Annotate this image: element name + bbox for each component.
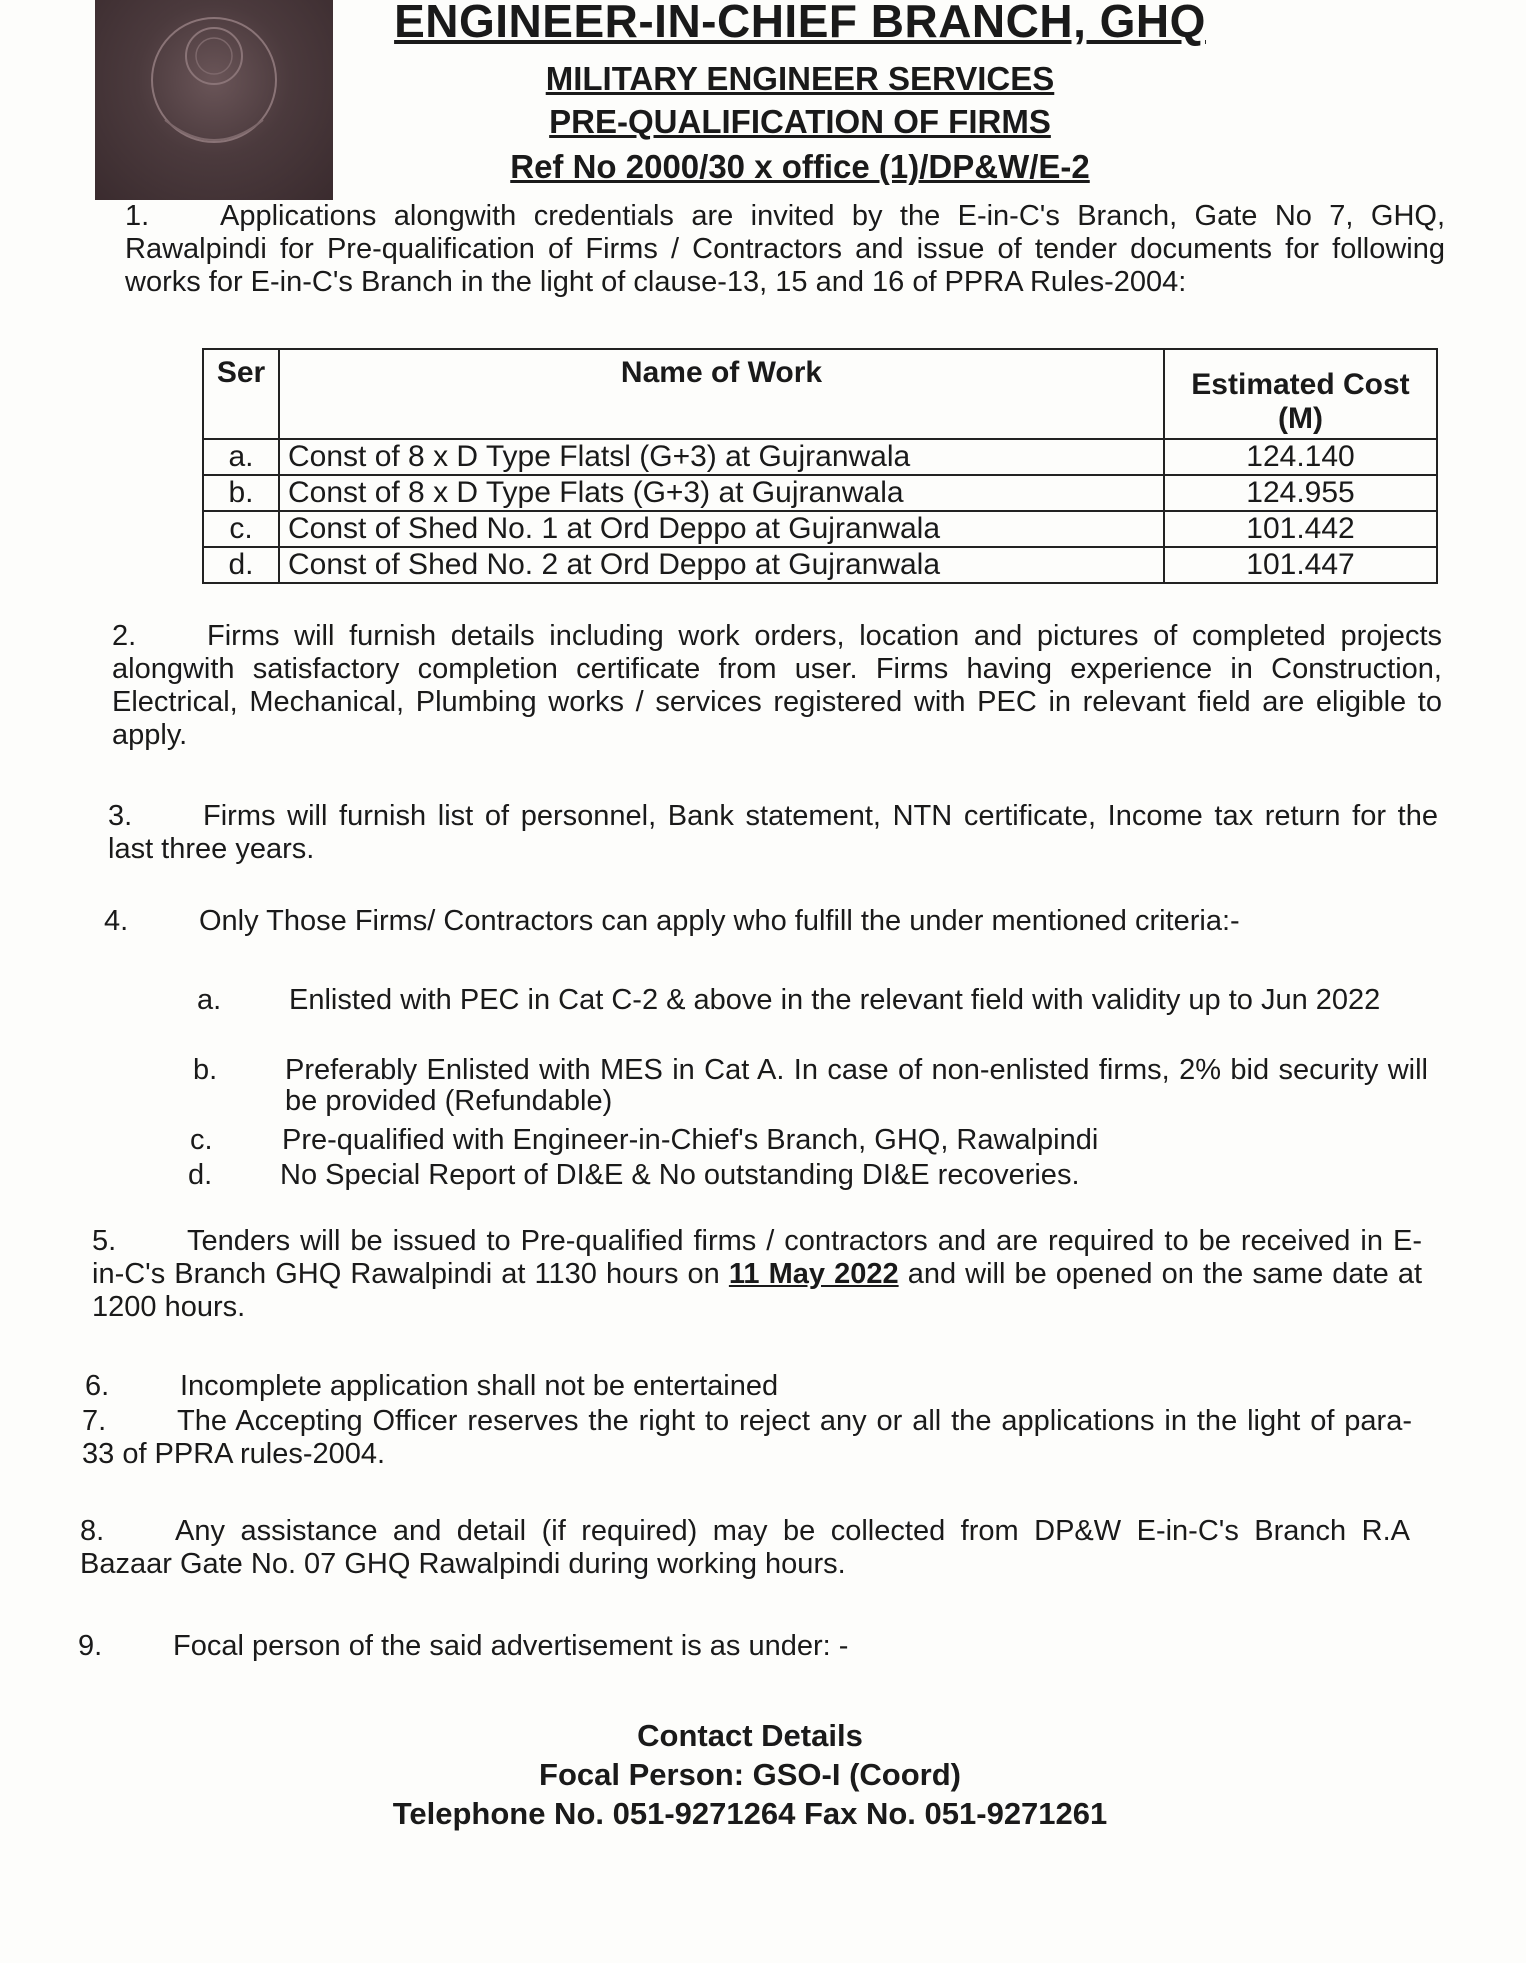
- criteria-text: No Special Report of DI&E & No outstanding DI&E recoveries.: [280, 1159, 1080, 1191]
- telephone-fax: Telephone No. 051-9271264 Fax No. 051-9271261: [392, 1796, 1108, 1831]
- row-cost: 124.140: [1164, 439, 1437, 475]
- paragraph-number: 7.: [82, 1405, 107, 1437]
- row-name: Const of 8 x D Type Flats (G+3) at Gujranwala: [279, 475, 1164, 511]
- header-estimated-cost: Estimated Cost (M): [1164, 349, 1437, 439]
- paragraph-text: Any assistance and detail (if required) may be collected from DP&W E-in-C's Branch R.A Bazaar Gate No. 07 GHQ Rawalpindi during working hours.: [80, 1515, 1410, 1580]
- row-ser: c.: [203, 511, 279, 547]
- row-cost: 124.955: [1164, 475, 1437, 511]
- paragraph-text: Tenders will be issued to Pre-qualified firms / contractors and are required to be received in E-in-C's Branch GHQ Rawalpindi at 1130 hours on: [92, 1225, 1422, 1290]
- table-row: [203, 475, 1437, 511]
- criteria-item-d: [188, 1160, 1423, 1192]
- paragraph-text: Applications alongwith credentials are invited by the E-in-C's Branch, Gate No 7, GHQ, Rawalpindi for Pre-qualification of Firms / Contractors and issue of tender documents for following works for E-in-C's Branch in the light of clause-13, 15 and 16 of PPRA Rules-2004:: [125, 200, 1445, 298]
- criteria-letter: b.: [193, 1054, 218, 1086]
- paragraph-3: [108, 800, 1438, 866]
- paragraph-1: [125, 200, 1445, 299]
- crest-emblem: [95, 0, 333, 200]
- header-name-of-work: Name of Work: [279, 349, 1164, 439]
- focal-person: Focal Person: GSO-I (Coord): [539, 1757, 961, 1792]
- notice-title: PRE-QUALIFICATION OF FIRMS: [549, 103, 1051, 140]
- criteria-item-a: [197, 985, 1427, 1049]
- table-row: [203, 439, 1437, 475]
- row-ser: d.: [203, 547, 279, 583]
- service-title: MILITARY ENGINEER SERVICES: [545, 60, 1055, 97]
- works-table: [202, 348, 1438, 584]
- paragraph-number: 9.: [78, 1630, 103, 1662]
- paragraph-text: Only Those Firms/ Contractors can apply who fulfill the under mentioned criteria:-: [199, 905, 1240, 937]
- paragraph-number: 8.: [80, 1515, 105, 1547]
- row-cost: 101.442: [1164, 511, 1437, 547]
- row-name: Const of 8 x D Type Flatsl (G+3) at Gujranwala: [279, 439, 1164, 475]
- criteria-item-c: [190, 1125, 1425, 1157]
- paragraph-number: 3.: [108, 800, 133, 832]
- table-row: [203, 547, 1437, 583]
- crest-icon: [95, 0, 333, 200]
- paragraph-text-continued: and will be opened on the same date at 1200 hours.: [92, 1258, 1423, 1323]
- paragraph-number: 4.: [104, 905, 129, 937]
- paragraph-text: Firms will furnish list of personnel, Bank statement, NTN certificate, Income tax return for the last three years.: [108, 800, 1438, 865]
- closing-date: 11 May 2022: [728, 1258, 899, 1290]
- criteria-text: Enlisted with PEC in Cat C-2 & above in the relevant field with validity up to Jun 2022: [289, 984, 1381, 1016]
- reference-number: Ref No 2000/30 x office (1)/DP&W/E-2: [510, 148, 1090, 185]
- paragraph-9: [78, 1630, 1408, 1663]
- paragraph-6: [85, 1370, 1415, 1403]
- criteria-letter: d.: [188, 1159, 213, 1191]
- criteria-letter: c.: [190, 1124, 213, 1156]
- row-ser: a.: [203, 439, 279, 475]
- criteria-text: Pre-qualified with Engineer-in-Chief's Branch, GHQ, Rawalpindi: [282, 1124, 1099, 1156]
- paragraph-number: 2.: [112, 620, 137, 652]
- row-name: Const of Shed No. 1 at Ord Deppo at Gujranwala: [279, 511, 1164, 547]
- header-ser: Ser: [203, 349, 279, 439]
- contact-title: Contact Details: [637, 1718, 863, 1753]
- paragraph-4: [104, 905, 1434, 938]
- criteria-letter: a.: [197, 984, 222, 1016]
- paragraph-8: [80, 1515, 1410, 1581]
- paragraph-text: Firms will furnish details including work orders, location and pictures of completed projects alongwith satisfactory completion certificate from user. Firms having experience in Construction, Electrical, Mechanical, Plumbing works / services registered with PEC in relevant field are eligible to apply.: [112, 620, 1442, 751]
- paragraph-text: Incomplete application shall not be entertained: [180, 1370, 779, 1402]
- paragraph-text: Focal person of the said advertisement is as under: -: [173, 1630, 849, 1662]
- row-cost: 101.447: [1164, 547, 1437, 583]
- row-name: Const of Shed No. 2 at Ord Deppo at Gujranwala: [279, 547, 1164, 583]
- paragraph-2: [112, 620, 1442, 752]
- criteria-item-b: [193, 1055, 1428, 1119]
- paragraph-number: 6.: [85, 1370, 110, 1402]
- criteria-text: Preferably Enlisted with MES in Cat A. In case of non-enlisted firms, 2% bid security will be provided (Refundable): [285, 1054, 1428, 1117]
- paragraph-text: The Accepting Officer reserves the right to reject any or all the applications in the light of para-33 of PPRA rules-2004.: [82, 1405, 1412, 1470]
- branch-title: ENGINEER-IN-CHIEF BRANCH, GHQ: [394, 0, 1206, 47]
- paragraph-5: [92, 1225, 1422, 1324]
- paragraph-7: [82, 1405, 1412, 1471]
- table-header-row: [203, 349, 1437, 439]
- paragraph-number: 1.: [125, 200, 150, 232]
- row-ser: b.: [203, 475, 279, 511]
- paragraph-number: 5.: [92, 1225, 117, 1257]
- table-row: [203, 511, 1437, 547]
